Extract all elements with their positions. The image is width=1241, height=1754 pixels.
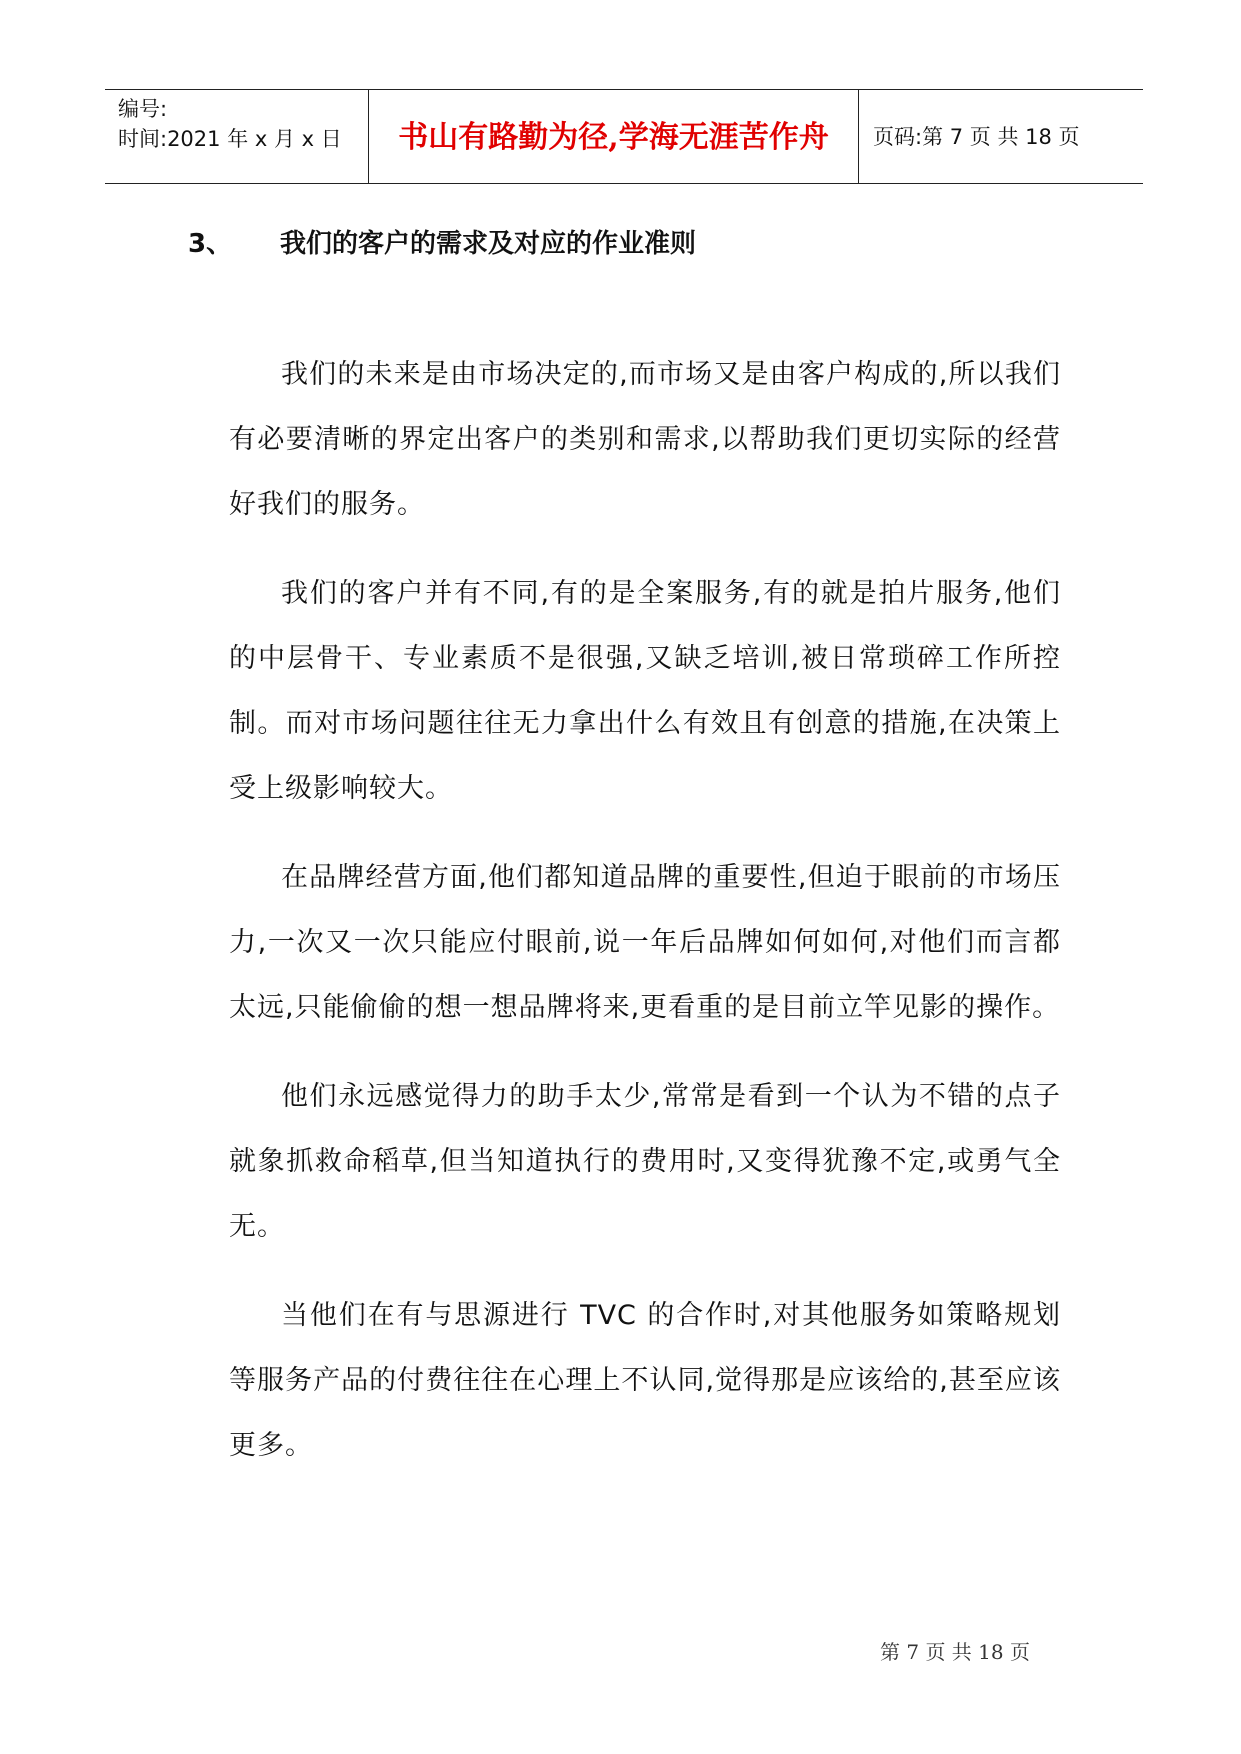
paragraph: 在品牌经营方面,他们都知道品牌的重要性,但迫于眼前的市场压力,一次又一次只能应付眼前,说一年后品牌如何如何,对他们而言都太远,只能偷偷的想一想品牌将来,更看重的是目前立竿见影的操作。 bbox=[229, 862, 1061, 1023]
header-meta bbox=[118, 94, 368, 154]
paragraph: 他们永远感觉得力的助手太少,常常是看到一个认为不错的点子就象抓救命稻草,但当知道执行的费用时,又变得犹豫不定,或勇气全无。 bbox=[229, 1081, 1061, 1242]
time-label: 时间:2021 年 x 月 x 日 bbox=[118, 127, 342, 151]
section-number: 3、 bbox=[188, 229, 233, 259]
section-title: 我们的客户的需求及对应的作业准则 bbox=[280, 229, 697, 259]
body-text bbox=[229, 342, 1061, 1502]
page-footer: 第 7 页 共 18 页 bbox=[880, 1640, 1030, 1664]
paragraph: 我们的未来是由市场决定的,而市场又是由客户构成的,所以我们有必要清晰的界定出客户的类别和需求,以帮助我们更切实际的经营好我们的服务。 bbox=[229, 359, 1061, 520]
header-divider bbox=[858, 90, 859, 183]
paragraph: 当他们在有与思源进行 TVC 的合作时,对其他服务如策略规划等服务产品的付费往往在心理上不认同,觉得那是应该给的,甚至应该更多。 bbox=[229, 1300, 1061, 1461]
page-header bbox=[105, 89, 1143, 184]
section-heading bbox=[188, 226, 696, 262]
paragraph: 我们的客户并有不同,有的是全案服务,有的就是拍片服务,他们的中层骨干、专业素质不是很强,又缺乏培训,被日常琐碎工作所控制。而对市场问题往往无力拿出什么有效且有创意的措施,在决策上受上级影响较大。 bbox=[229, 578, 1061, 804]
header-page-number: 页码:第 7 页 共 18 页 bbox=[873, 125, 1080, 149]
header-divider bbox=[368, 90, 369, 183]
header-motto: 书山有路勤为径,学海无涯苦作舟 bbox=[398, 120, 829, 155]
doc-number-label: 编号: bbox=[118, 97, 168, 121]
